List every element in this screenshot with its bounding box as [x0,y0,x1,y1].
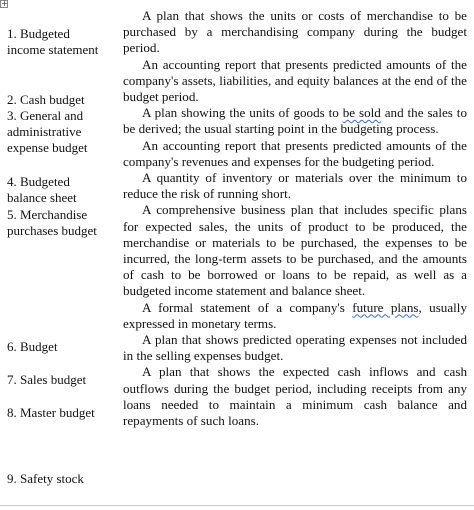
term-item: 9. Safety stock [7,471,84,486]
term-item: 5. Merchandise purchases budget [7,207,97,239]
grammar-flag: future plans [352,299,419,315]
term-item: 3. General and administrative expense budget [7,108,88,156]
grammar-flag: be sold [342,105,381,121]
term-item: 7. Sales budget [7,372,87,387]
definition-item: A plan that shows the expected cash inflows and cash outflows during the budget period, including receipts from any loans needed to maintain a minimum cash balance and repayments of such loans. [123,364,467,429]
definition-item: A plan showing the units of goods to be sold and the sales to be derived; the usual starting point in the budgeting process. [123,105,467,137]
definition-item: An accounting report that presents predicted amounts of the company's assets, liabilities, and equity balances at the end of the budget period. [123,56,467,105]
definition-item: A quantity of inventory or materials over the minimum to reduce the risk of running short. [123,170,467,202]
term-item: 2. Cash budget [7,92,85,107]
definition-item: A comprehensive business plan that includes specific plans for expected sales, the units of product to be produced, the merchandise or materials to be purchased, the expenses to be incurred, the long-term assets to be purchased, and the amounts of cash to be borrowed or loans to be repaid, as well as a budgeted income statement and balance sheet. [123,202,467,299]
definition-item: A plan that shows predicted operating expenses not included in the selling expenses budget. [123,332,467,364]
definition-item: A formal statement of a company's future plans, usually expressed in monetary terms. [123,299,467,331]
definitions-column [123,8,467,429]
term-item: 4. Budgeted balance sheet [7,174,77,206]
table-bottom-border [0,505,474,506]
term-item: 6. Budget [7,339,58,354]
term-item: 8. Master budget [7,405,95,420]
term-item: 1. Budgeted income statement [7,26,99,58]
table-move-handle-icon[interactable]: + [1,0,8,8]
definition-item: An accounting report that presents predicted amounts of the company's revenues and expenses for the budgeting period. [123,137,467,169]
definition-item: A plan that shows the units or costs of merchandise to be purchased by a merchandising company during the budget period. [123,8,467,56]
